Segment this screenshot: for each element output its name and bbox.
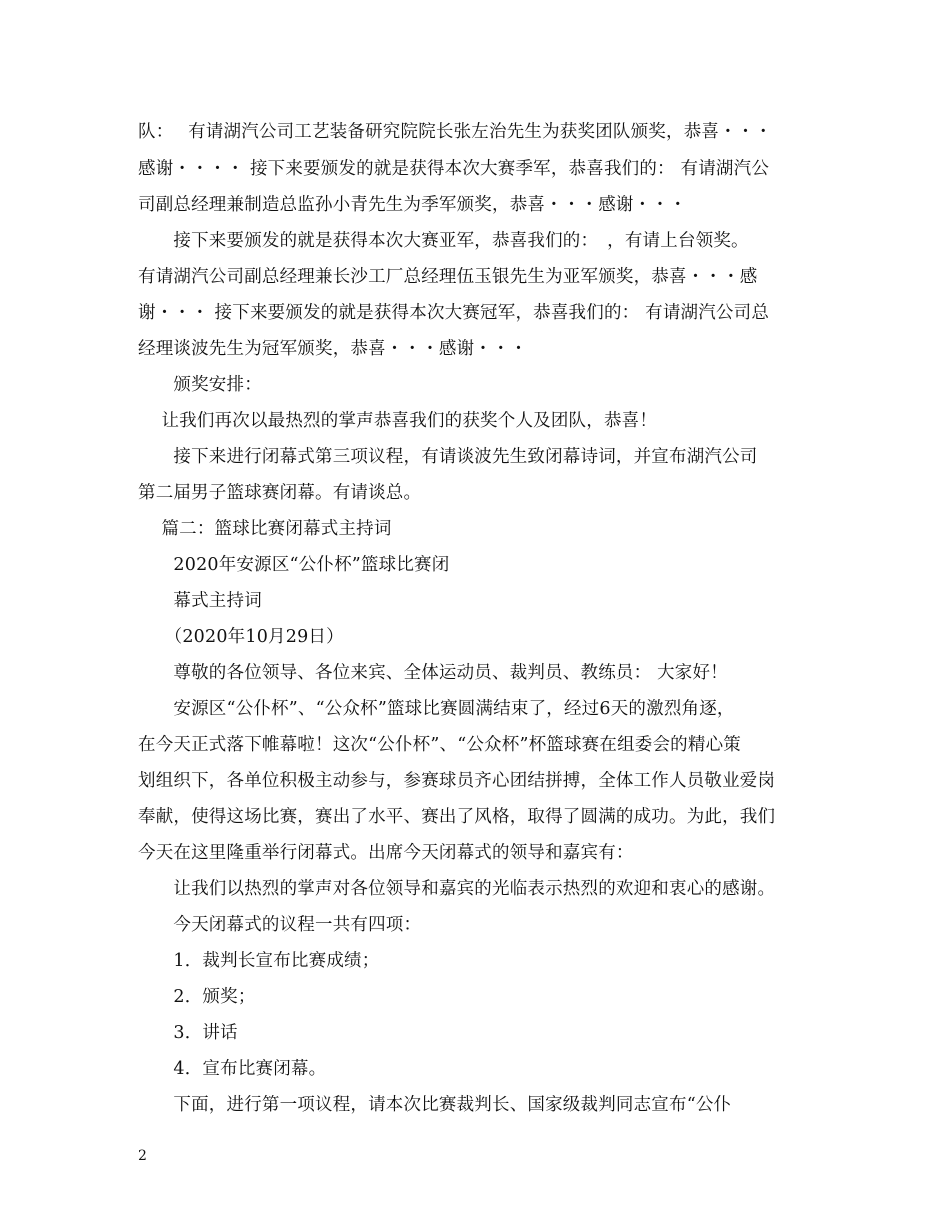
text-line: 1．裁判长宣布比赛成绩； [138,951,380,971]
text-line: 幕式主持词 [138,591,262,611]
text-line: 篇二：篮球比赛闭幕式主持词 [138,519,392,539]
text-line: 今天闭幕式的议程一共有四项： [138,915,422,935]
text-line: 队： 有请湖汽公司工艺装备研究院院长张左治先生为获奖团队颁奖，恭喜・・・ [138,122,773,142]
text-line: 安源区“公仆杯”、“公众杯”篮球比赛圆满结束了，经过6天的激烈角逐， [138,699,735,719]
text-line: 司副总经理兼制造总监孙小青先生为季军颁奖，恭喜・・・感谢・・・ [138,195,687,215]
text-line: 接下来要颁发的就是获得本次大赛亚军，恭喜我们的： ，有请上台领奖。 [138,231,749,251]
text-line: 让我们以热烈的掌声对各位领导和嘉宾的光临表示热烈的欢迎和衷心的感谢。 [138,879,776,899]
page-number: 2 [138,1148,147,1164]
text-line: 2．颁奖； [138,987,256,1007]
text-line: 接下来进行闭幕式第三项议程，有请谈波先生致闭幕诗词，并宣布湖汽公司 [138,447,758,467]
text-line: 4．宣布比赛闭幕。 [138,1059,327,1079]
text-line: 3．讲话 [138,1023,238,1043]
text-line: 在今天正式落下帷幕啦！这次“公仆杯”、“公众杯”杯篮球赛在组委会的精心策 [138,735,741,755]
text-line: 让我们再次以最热烈的掌声恭喜我们的获奖个人及团队，恭喜！ [138,411,658,431]
text-line: 颁奖安排： [138,375,262,395]
text-line: 有请湖汽公司副总经理兼长沙工厂总经理伍玉银先生为亚军颁奖，恭喜・・・感 [138,267,758,287]
text-line: 划组织下，各单位积极主动参与，参赛球员齐心团结拼搏，全体工作人员敬业爱岗 [138,771,776,791]
text-line: 尊敬的各位领导、各位来宾、全体运动员、裁判员、教练员： 大家好！ [138,663,728,683]
text-line: 今天在这里隆重举行闭幕式。出席今天闭幕式的领导和嘉宾有： [138,843,634,863]
text-line: （2020年10月29日） [138,627,344,647]
text-line: 第二届男子篮球赛闭幕。有请谈总。 [138,483,422,503]
text-line: 2020年安源区“公仆杯”篮球比赛闭 [138,555,450,575]
text-line: 经理谈波先生为冠军颁奖，恭喜・・・感谢・・・ [138,339,528,359]
text-line: 感谢・・・・ 接下来要颁发的就是获得本次大赛季军，恭喜我们的： 有请湖汽公 [138,159,770,179]
text-line: 谢・・・ 接下来要颁发的就是获得本次大赛冠军，恭喜我们的： 有请湖汽公司总 [138,303,770,323]
text-line: 奉献，使得这场比赛，赛出了水平、赛出了风格，取得了圆满的成功。为此，我们 [138,807,776,827]
text-line: 下面，进行第一项议程，请本次比赛裁判长、国家级裁判同志宣布“公仆 [138,1095,732,1115]
